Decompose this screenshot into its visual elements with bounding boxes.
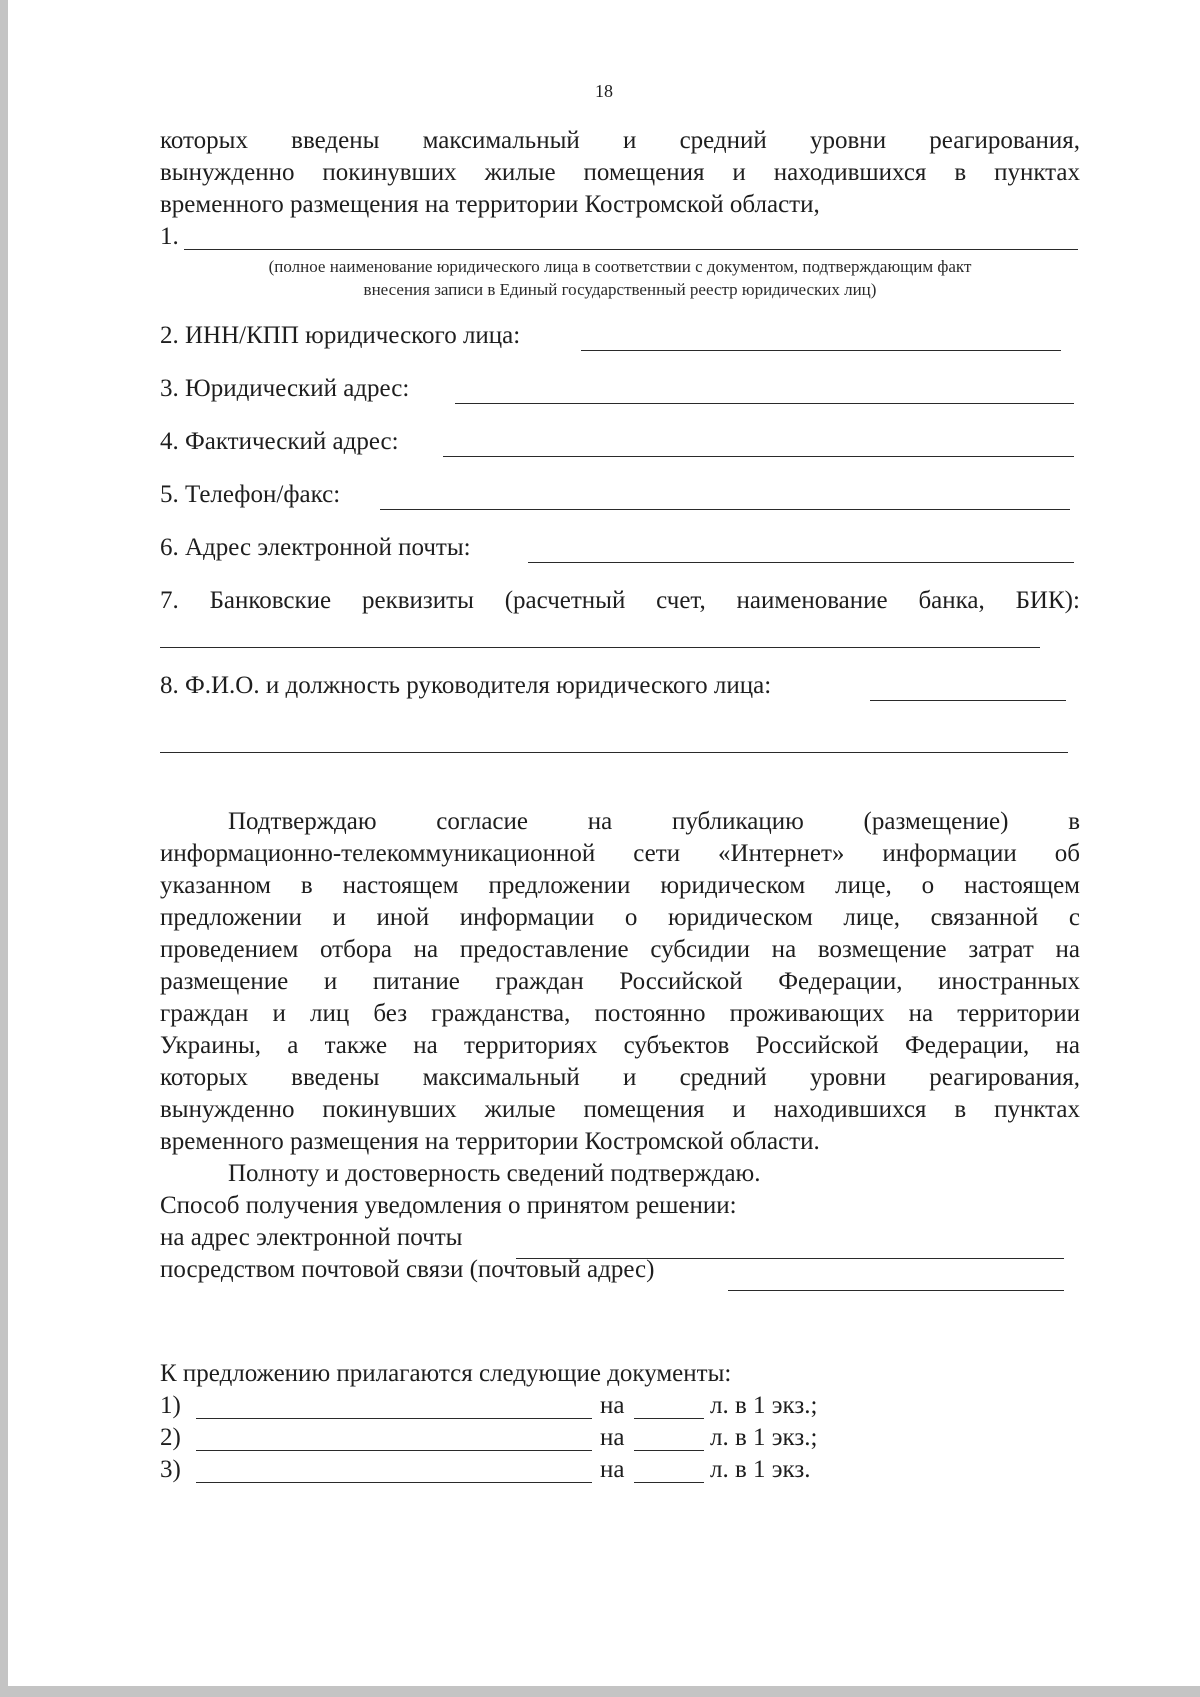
field-actual-address-label: 4. Фактический адрес: bbox=[160, 428, 399, 455]
field-inn-kpp-line[interactable] bbox=[581, 350, 1061, 351]
intro-line-2 bbox=[160, 157, 1080, 189]
field-bank-details-label bbox=[160, 585, 1080, 617]
field-1-line[interactable] bbox=[184, 249, 1078, 250]
field-1-caption bbox=[160, 255, 1080, 301]
consent-line-3: указанном в настоящем предложении юридическом лице, о настоящем bbox=[160, 872, 1080, 899]
attachment-1-on: на bbox=[600, 1392, 625, 1419]
attachment-2-pages-line[interactable] bbox=[634, 1450, 704, 1451]
consent-line-9: которых введены максимальный и средний уровни реагирования, bbox=[160, 1064, 1080, 1091]
attachment-1-name-line[interactable] bbox=[196, 1418, 592, 1419]
field-1-caption-line-2: внесения записи в Единый государственный реестр юридических лиц) bbox=[363, 280, 877, 299]
document-page bbox=[8, 0, 1200, 1686]
consent-last-line: временного размещения на территории Костромской области. bbox=[160, 1128, 820, 1155]
bank-word-1: 7. bbox=[160, 587, 179, 614]
attachment-2-number: 2) bbox=[160, 1424, 181, 1451]
intro-line-1 bbox=[160, 125, 1080, 157]
consent-line-6: размещение и питание граждан Российской Федерации, иностранных bbox=[160, 968, 1080, 995]
field-email-label: 6. Адрес электронной почты: bbox=[160, 534, 471, 561]
intro-line-1-text: которых введены максимальный и средний уровни реагирования, bbox=[160, 127, 1080, 154]
consent-paragraph bbox=[160, 806, 1080, 1286]
field-phone-fax-label: 5. Телефон/факс: bbox=[160, 481, 341, 508]
consent-line-7: граждан и лиц без гражданства, постоянно проживающих на территории bbox=[160, 1000, 1080, 1027]
bank-word-3: реквизиты bbox=[361, 587, 474, 614]
consent-line-2: информационно-телекоммуникационной сети «Интернет» информации об bbox=[160, 840, 1080, 867]
notification-post-line[interactable] bbox=[728, 1290, 1064, 1291]
bank-word-8: БИК): bbox=[1015, 587, 1080, 614]
bank-word-7: банка, bbox=[918, 587, 985, 614]
notification-email-line[interactable] bbox=[516, 1258, 1064, 1259]
field-legal-address-line[interactable] bbox=[455, 403, 1074, 404]
bank-word-4: (расчетный bbox=[504, 587, 626, 614]
attachment-3-number: 3) bbox=[160, 1456, 181, 1483]
attachment-3-name-line[interactable] bbox=[196, 1482, 592, 1483]
attachment-2-name-line[interactable] bbox=[196, 1450, 592, 1451]
attachment-1-pages-line[interactable] bbox=[634, 1418, 704, 1419]
attachment-1-tail: л. в 1 экз.; bbox=[710, 1392, 818, 1419]
field-email-line[interactable] bbox=[528, 562, 1074, 563]
attachment-3-tail: л. в 1 экз. bbox=[710, 1456, 811, 1483]
field-head-name-label: 8. Ф.И.О. и должность руководителя юридического лица: bbox=[160, 672, 772, 699]
attachment-2-on: на bbox=[600, 1424, 625, 1451]
attachment-3-on: на bbox=[600, 1456, 625, 1483]
intro-line-2-text: вынужденно покинувших жилые помещения и находившихся в пунктах bbox=[160, 159, 1080, 186]
attachment-2-tail: л. в 1 экз.; bbox=[710, 1424, 818, 1451]
intro-last-line: временного размещения на территории Костромской области, bbox=[160, 191, 820, 218]
notification-method-title: Способ получения уведомления о принятом решении: bbox=[160, 1192, 737, 1219]
consent-line-4: предложении и иной информации о юридическом лице, связанной с bbox=[160, 904, 1080, 931]
bank-word-6: наименование bbox=[736, 587, 888, 614]
consent-line-8: Украины, а также на территориях субъектов Российской Федерации, на bbox=[160, 1032, 1080, 1059]
notification-method-post: посредством почтовой связи (почтовый адрес) bbox=[160, 1256, 655, 1283]
field-1-label: 1. bbox=[160, 223, 179, 250]
field-legal-address-label: 3. Юридический адрес: bbox=[160, 375, 410, 402]
field-head-name-line-2[interactable] bbox=[160, 752, 1068, 753]
field-actual-address-line[interactable] bbox=[443, 456, 1074, 457]
bank-word-2: Банковские bbox=[209, 587, 332, 614]
field-head-name-line-1[interactable] bbox=[870, 700, 1066, 701]
consent-line-1: Подтверждаю согласие на публикацию (размещение) в bbox=[228, 808, 1080, 835]
attachments-title: К предложению прилагаются следующие документы: bbox=[160, 1360, 732, 1387]
bank-word-5: счет, bbox=[656, 587, 706, 614]
consent-line-10: вынужденно покинувших жилые помещения и находившихся в пунктах bbox=[160, 1096, 1080, 1123]
field-inn-kpp-label: 2. ИНН/КПП юридического лица: bbox=[160, 322, 521, 349]
consent-line-5: проведением отбора на предоставление субсидии на возмещение затрат на bbox=[160, 936, 1080, 963]
page-number: 18 bbox=[595, 81, 613, 101]
field-1-caption-line-1: (полное наименование юридического лица в соответствии с документом, подтверждающим факт bbox=[268, 257, 972, 276]
attachment-1-number: 1) bbox=[160, 1392, 181, 1419]
notification-method-email: на адрес электронной почты bbox=[160, 1224, 463, 1251]
attachment-3-pages-line[interactable] bbox=[634, 1482, 704, 1483]
field-phone-fax-line[interactable] bbox=[380, 509, 1070, 510]
field-bank-details-line[interactable] bbox=[160, 647, 1040, 648]
consent-confirm: Полноту и достоверность сведений подтверждаю. bbox=[228, 1160, 761, 1187]
